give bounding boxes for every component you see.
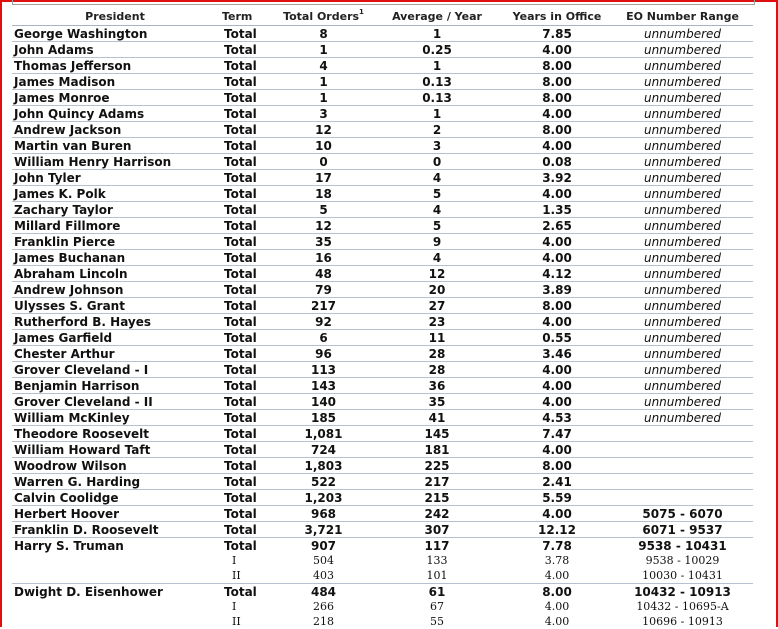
table-row [12,410,753,426]
president-cell: John Adams [12,42,218,58]
term-cell: I [232,600,237,613]
total-orders-cell: 96 [275,346,372,362]
eo-range-cell: unnumbered [612,154,753,170]
years-in-office-cell: 0.55 [502,330,612,346]
president-cell: Grover Cleveland - II [12,394,218,410]
term-cell: Total [218,26,275,42]
years-in-office-cell: 4.53 [502,410,612,426]
total-orders-cell: 1,081 [275,426,372,442]
total-orders-cell: 92 [275,314,372,330]
table-row [12,474,753,490]
president-cell: James Buchanan [12,250,218,266]
table-row [12,250,753,266]
total-orders-cell: 12 [275,122,372,138]
total-orders-cell: 522 [275,474,372,490]
term-cell: Total [218,202,275,218]
executive-orders-table [12,8,753,629]
term-cell: Total [218,458,275,474]
president-cell: Theodore Roosevelt [12,426,218,442]
term-cell: Total [218,250,275,266]
years-in-office-cell: 4.00 [544,615,570,628]
table-row [12,74,753,90]
president-cell: William Henry Harrison [12,154,218,170]
average-year-cell: 0.13 [372,90,502,106]
average-year-cell: 9 [372,234,502,250]
president-cell: Abraham Lincoln [12,266,218,282]
table-row [12,346,753,362]
years-in-office-cell: 3.92 [502,170,612,186]
average-year-cell: 0.13 [372,74,502,90]
total-orders-cell: 1,203 [275,490,372,506]
total-orders-cell: 35 [275,234,372,250]
president-cell: James K. Polk [12,186,218,202]
average-year-cell: 20 [372,282,502,298]
term-cell: Total [218,522,275,538]
table-row [12,522,753,538]
total-orders-cell: 968 [275,506,372,522]
president-cell: Grover Cleveland - I [12,362,218,378]
eo-range-cell [612,474,753,490]
term-cell: Total [218,490,275,506]
average-year-cell: 217 [372,474,502,490]
years-in-office-cell: 8.00 [502,458,612,474]
term-cell: Total [218,74,275,90]
eo-range-cell: unnumbered [612,346,753,362]
total-orders-cell: 18 [275,186,372,202]
years-in-office-cell: 4.00 [502,442,612,458]
average-year-cell: 23 [372,314,502,330]
term-cell: II [232,615,241,628]
eo-range-cell: unnumbered [612,138,753,154]
term-cell: Total [224,584,257,599]
president-cell: Rutherford B. Hayes [12,314,218,330]
average-year-cell: 4 [372,202,502,218]
average-year-cell: 181 [372,442,502,458]
president-cell: Zachary Taylor [12,202,218,218]
term-cell: Total [218,378,275,394]
term-cell: Total [218,410,275,426]
president-cell: James Monroe [12,90,218,106]
average-year-cell: 1 [372,58,502,74]
years-in-office-cell: 8.00 [542,584,572,599]
eo-range-cell [612,426,753,442]
term-cell: Total [218,362,275,378]
term-cell: Total [218,506,275,522]
eo-range-cell: 10432 - 10695-A [636,600,729,613]
table-row [12,426,753,442]
total-orders-cell: 16 [275,250,372,266]
total-orders-cell: 48 [275,266,372,282]
years-in-office-cell: 4.00 [502,138,612,154]
table-row [12,186,753,202]
table-row [12,538,753,554]
eo-range-cell: unnumbered [612,362,753,378]
term-cell: Total [218,314,275,330]
eo-range-cell: unnumbered [612,74,753,90]
table-subrow [12,568,753,584]
term-cell: Total [218,474,275,490]
average-year-cell: 101 [372,568,502,584]
eo-range-cell: unnumbered [612,202,753,218]
years-in-office-cell: 4.00 [544,600,570,613]
average-year-cell: 145 [372,426,502,442]
average-year-cell: 5 [372,186,502,202]
years-in-office-cell: 4.00 [502,506,612,522]
total-orders-cell: 504 [313,554,334,567]
table-row [12,330,753,346]
table-row [12,26,753,42]
president-cell: Dwight D. Eisenhower [14,584,163,599]
years-in-office-cell: 0.08 [502,154,612,170]
eo-range-cell: unnumbered [612,378,753,394]
total-orders-cell: 1 [275,42,372,58]
average-year-cell: 36 [372,378,502,394]
table-row [12,170,753,186]
term-cell: Total [218,298,275,314]
eo-range-cell: 6071 - 9537 [612,522,753,538]
years-in-office-cell: 7.47 [502,426,612,442]
average-year-cell: 41 [372,410,502,426]
years-in-office-cell: 12.12 [502,522,612,538]
table-row [12,234,753,250]
total-orders-cell: 907 [310,538,337,553]
average-year-cell: 215 [372,490,502,506]
total-orders-cell: 113 [275,362,372,378]
eo-range-cell: unnumbered [612,298,753,314]
eo-range-cell: unnumbered [612,330,753,346]
table-header-row [12,8,753,26]
header-total-orders: Total Orders$^1$ [275,8,372,26]
term-cell: Total [218,394,275,410]
average-year-cell: 3 [372,138,502,154]
table-row [12,90,753,106]
term-cell: Total [218,186,275,202]
president-cell: Calvin Coolidge [12,490,218,506]
term-cell: Total [218,170,275,186]
president-cell [12,568,218,584]
term-cell: Total [218,122,275,138]
header-years-in-office: Years in Office [502,8,612,26]
total-orders-cell: 4 [275,58,372,74]
table-row [12,138,753,154]
table-row [12,506,753,522]
table-row [12,266,753,282]
president-cell: Benjamin Harrison [12,378,218,394]
total-orders-cell: 217 [275,298,372,314]
eo-range-cell: 5075 - 6070 [612,506,753,522]
eo-range-cell: 10432 - 10913 [634,584,731,599]
total-orders-cell: 8 [275,26,372,42]
table-body [12,26,753,629]
eo-range-cell: 10696 - 10913 [642,615,723,628]
president-cell: Thomas Jefferson [12,58,218,74]
years-in-office-cell: 2.65 [502,218,612,234]
total-orders-cell: 140 [275,394,372,410]
years-in-office-cell: 4.00 [502,362,612,378]
table-row [12,584,753,600]
eo-range-cell: unnumbered [612,122,753,138]
term-cell: Total [218,154,275,170]
years-in-office-cell: 4.00 [502,186,612,202]
total-orders-cell: 10 [275,138,372,154]
eo-range-cell: unnumbered [612,234,753,250]
years-in-office-cell: 3.78 [544,554,570,567]
average-year-cell: 5 [372,218,502,234]
header-average-year: Average / Year [372,8,502,26]
eo-range-cell: unnumbered [612,218,753,234]
average-year-cell: 133 [426,554,448,567]
table-subrow [12,599,753,614]
average-year-cell: 28 [372,362,502,378]
years-in-office-cell: 4.00 [502,106,612,122]
total-orders-cell: 3,721 [275,522,372,538]
president-cell: Ulysses S. Grant [12,298,218,314]
eo-range-cell: unnumbered [612,266,753,282]
eo-range-cell: unnumbered [612,58,753,74]
average-year-cell: 117 [424,538,450,553]
table-row [12,122,753,138]
total-orders-cell: 1,803 [275,458,372,474]
years-in-office-cell: 3.46 [502,346,612,362]
eo-range-cell: unnumbered [612,410,753,426]
average-year-cell: 55 [430,615,444,628]
president-cell [12,614,218,629]
term-cell: Total [218,442,275,458]
president-cell: Harry S. Truman [14,538,124,553]
table-subrow [12,614,753,629]
president-cell: James Madison [12,74,218,90]
eo-range-cell: unnumbered [612,90,753,106]
term-cell: Total [218,90,275,106]
eo-range-cell: unnumbered [612,26,753,42]
average-year-cell: 11 [372,330,502,346]
years-in-office-cell: 4.12 [502,266,612,282]
total-orders-cell: 12 [275,218,372,234]
table-row [12,42,753,58]
president-cell: William McKinley [12,410,218,426]
years-in-office-cell: 3.89 [502,282,612,298]
eo-range-cell [612,490,753,506]
average-year-cell: 242 [372,506,502,522]
years-in-office-cell: 8.00 [502,58,612,74]
president-cell [12,553,218,568]
years-in-office-cell: 7.78 [542,538,572,553]
president-cell: James Garfield [12,330,218,346]
total-orders-cell: 5 [275,202,372,218]
years-in-office-cell: 1.35 [502,202,612,218]
term-cell: II [218,568,275,584]
term-cell: Total [218,266,275,282]
eo-range-cell: unnumbered [612,394,753,410]
table-row [12,394,753,410]
average-year-cell: 28 [372,346,502,362]
table-subrow [12,553,753,568]
eo-range-cell: unnumbered [612,282,753,298]
years-in-office-cell: 8.00 [502,90,612,106]
years-in-office-cell: 4.00 [502,234,612,250]
total-orders-cell: 218 [313,615,334,628]
president-cell: Herbert Hoover [12,506,218,522]
term-cell: Total [218,282,275,298]
total-orders-cell: 403 [275,568,372,584]
years-in-office-cell: 4.00 [502,250,612,266]
president-cell [12,599,218,614]
years-in-office-cell: 4.00 [502,394,612,410]
header-term: Term [218,8,275,26]
president-cell: Chester Arthur [12,346,218,362]
term-cell: Total [218,42,275,58]
term-cell: Total [218,426,275,442]
term-cell: Total [218,106,275,122]
years-in-office-cell: 4.00 [502,378,612,394]
years-in-office-cell: 4.00 [502,42,612,58]
total-orders-cell: 3 [275,106,372,122]
average-year-cell: 0.25 [372,42,502,58]
header-eo-number-range: EO Number Range [612,8,753,26]
president-cell: John Tyler [12,170,218,186]
president-cell: Woodrow Wilson [12,458,218,474]
president-cell: Franklin Pierce [12,234,218,250]
average-year-cell: 61 [428,584,446,599]
eo-range-cell: unnumbered [612,250,753,266]
total-orders-cell: 266 [313,600,334,613]
years-in-office-cell: 7.85 [502,26,612,42]
table-row [12,58,753,74]
term-cell: Total [218,330,275,346]
table-row [12,282,753,298]
total-orders-cell: 185 [275,410,372,426]
total-orders-cell: 143 [275,378,372,394]
total-orders-cell: 724 [275,442,372,458]
total-orders-cell: 1 [275,90,372,106]
average-year-cell: 307 [372,522,502,538]
years-in-office-cell: 8.00 [502,298,612,314]
table-row [12,378,753,394]
average-year-cell: 0 [372,154,502,170]
average-year-cell: 1 [372,106,502,122]
table-row [12,218,753,234]
table-row [12,202,753,218]
total-orders-cell: 0 [275,154,372,170]
eo-range-cell: 9538 - 10029 [645,554,720,567]
average-year-cell: 225 [372,458,502,474]
president-cell: Andrew Johnson [12,282,218,298]
president-cell: George Washington [12,26,218,42]
term-cell: Total [218,58,275,74]
average-year-cell: 12 [372,266,502,282]
president-cell: Andrew Jackson [12,122,218,138]
eo-range-cell: unnumbered [612,314,753,330]
table-row [12,314,753,330]
term-cell: Total [224,538,257,553]
top-divider-box [12,0,755,5]
average-year-cell: 35 [372,394,502,410]
eo-range-cell: unnumbered [612,170,753,186]
average-year-cell: 1 [372,26,502,42]
table-row [12,106,753,122]
average-year-cell: 4 [372,170,502,186]
average-year-cell: 67 [430,600,444,613]
eo-range-cell: unnumbered [612,106,753,122]
term-cell: I [232,554,237,567]
president-cell: Warren G. Harding [12,474,218,490]
total-orders-cell: 79 [275,282,372,298]
table-row [12,154,753,170]
total-orders-cell: 6 [275,330,372,346]
header-president: President [12,8,218,26]
years-in-office-cell: 5.59 [502,490,612,506]
table-row [12,298,753,314]
years-in-office-cell: 8.00 [502,122,612,138]
years-in-office-cell: 8.00 [502,74,612,90]
eo-range-cell [612,458,753,474]
years-in-office-cell: 4.00 [502,568,612,584]
president-cell: William Howard Taft [12,442,218,458]
total-orders-cell: 17 [275,170,372,186]
average-year-cell: 2 [372,122,502,138]
term-cell: Total [218,138,275,154]
eo-range-cell [612,442,753,458]
table-row [12,362,753,378]
footnote-marker[interactable]: 1 [359,8,364,16]
term-cell: Total [218,218,275,234]
president-cell: Millard Fillmore [12,218,218,234]
eo-range-cell: 10030 - 10431 [612,568,753,584]
president-cell: Franklin D. Roosevelt [12,522,218,538]
table-row [12,458,753,474]
president-cell: Martin van Buren [12,138,218,154]
eo-range-cell: 9538 - 10431 [638,538,727,553]
president-cell: John Quincy Adams [12,106,218,122]
term-cell: Total [218,346,275,362]
years-in-office-cell: 4.00 [502,314,612,330]
eo-range-cell: unnumbered [612,186,753,202]
total-orders-cell: 484 [310,584,337,599]
average-year-cell: 4 [372,250,502,266]
table-row [12,490,753,506]
table-row [12,442,753,458]
term-cell: Total [218,234,275,250]
average-year-cell: 27 [372,298,502,314]
years-in-office-cell: 2.41 [502,474,612,490]
total-orders-cell: 1 [275,74,372,90]
eo-range-cell: unnumbered [612,42,753,58]
